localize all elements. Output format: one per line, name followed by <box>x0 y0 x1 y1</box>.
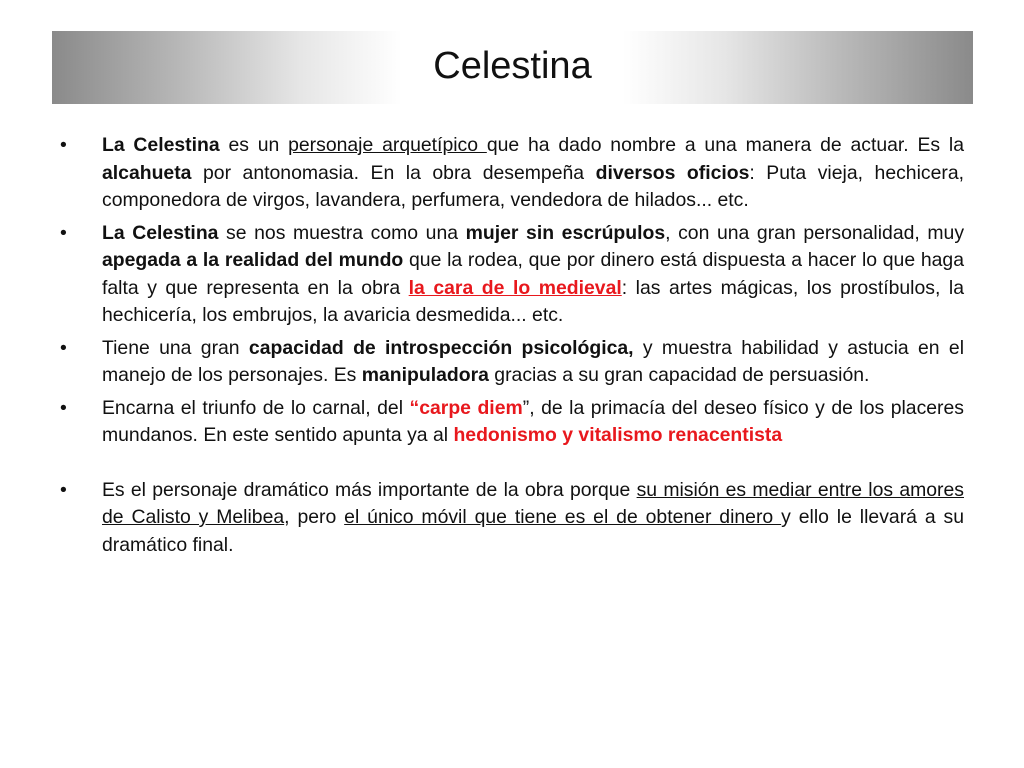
text-segment: alcahueta <box>102 161 192 184</box>
text-segment: hedonismo y vitalismo renacentista <box>453 424 783 446</box>
bullet-list <box>60 132 964 559</box>
bullet-item <box>60 220 964 330</box>
text-segment: diversos oficios <box>595 161 750 184</box>
bullet-text <box>102 477 964 560</box>
text-segment: gracias a su gran capacidad de persuasión. <box>488 364 870 386</box>
bullet-item <box>60 395 964 450</box>
bullet-item <box>60 477 964 560</box>
bullet-icon: • <box>60 336 67 359</box>
text-segment: que ha dado nombre a una manera de actuar. Es la <box>486 134 965 156</box>
text-segment: la cara de lo medieval <box>408 276 622 299</box>
text-segment: es un <box>219 134 289 156</box>
text-segment: su misión es mediar entre los amores de Calisto y Melibea <box>102 478 964 528</box>
bullet-item <box>60 335 964 390</box>
text-segment: Es el personaje dramático más importante de la obra porque <box>102 478 637 501</box>
bullet-item <box>60 132 964 215</box>
text-segment: Tiene una gran <box>102 336 249 359</box>
text-segment: “carpe diem <box>409 396 523 419</box>
text-segment: : las artes mágicas, los prostíbulos, la hechicería, los embrujos, la avaricia desmedida... etc. <box>102 276 964 326</box>
bullet-text <box>102 132 964 215</box>
text-segment: Encarna el triunfo de lo carnal, del <box>102 396 410 419</box>
text-segment: por antonomasia. En la obra desempeña <box>191 161 596 184</box>
title-banner <box>52 31 973 104</box>
text-segment: manipuladora <box>361 364 489 386</box>
text-segment: personaje arquetípico <box>288 134 487 156</box>
slide-title: Celestina <box>433 45 592 87</box>
bullet-icon: • <box>60 478 67 501</box>
bullet-icon: • <box>60 221 67 244</box>
text-segment: La Celestina <box>102 221 219 244</box>
text-segment: , con una gran personalidad, muy <box>665 221 965 244</box>
text-segment: : Puta vieja, hechicera, componedora de virgos, lavandera, perfumera, vendedora de hilados... etc. <box>102 161 964 211</box>
bullet-text <box>102 395 964 450</box>
bullet-icon: • <box>60 134 67 156</box>
bullet-icon: • <box>60 396 67 419</box>
text-segment: se nos muestra como una <box>218 221 466 244</box>
text-segment: capacidad de introspección psicológica, <box>248 336 634 359</box>
text-segment: apegada a la realidad del mundo <box>102 249 404 271</box>
text-segment: que la rodea, que por dinero está dispuesta a hacer lo que haga falta y que representa en la obra <box>102 249 964 299</box>
text-segment: ”, de la primacía del deseo físico y de los placeres mundanos. En este sentido apunta ya al <box>102 396 964 446</box>
text-segment: y ello le llevará a su dramático final. <box>102 506 965 556</box>
bullet-text <box>102 335 964 390</box>
text-segment: , pero <box>284 506 345 528</box>
text-segment: y muestra habilidad y astucia en el manejo de los personajes. Es <box>102 336 965 386</box>
text-segment: mujer sin escrúpulos <box>465 221 666 244</box>
text-segment: el único móvil que tiene es el de obtener dinero <box>344 506 782 528</box>
text-segment: La Celestina <box>102 134 220 156</box>
bullet-text <box>102 220 964 330</box>
